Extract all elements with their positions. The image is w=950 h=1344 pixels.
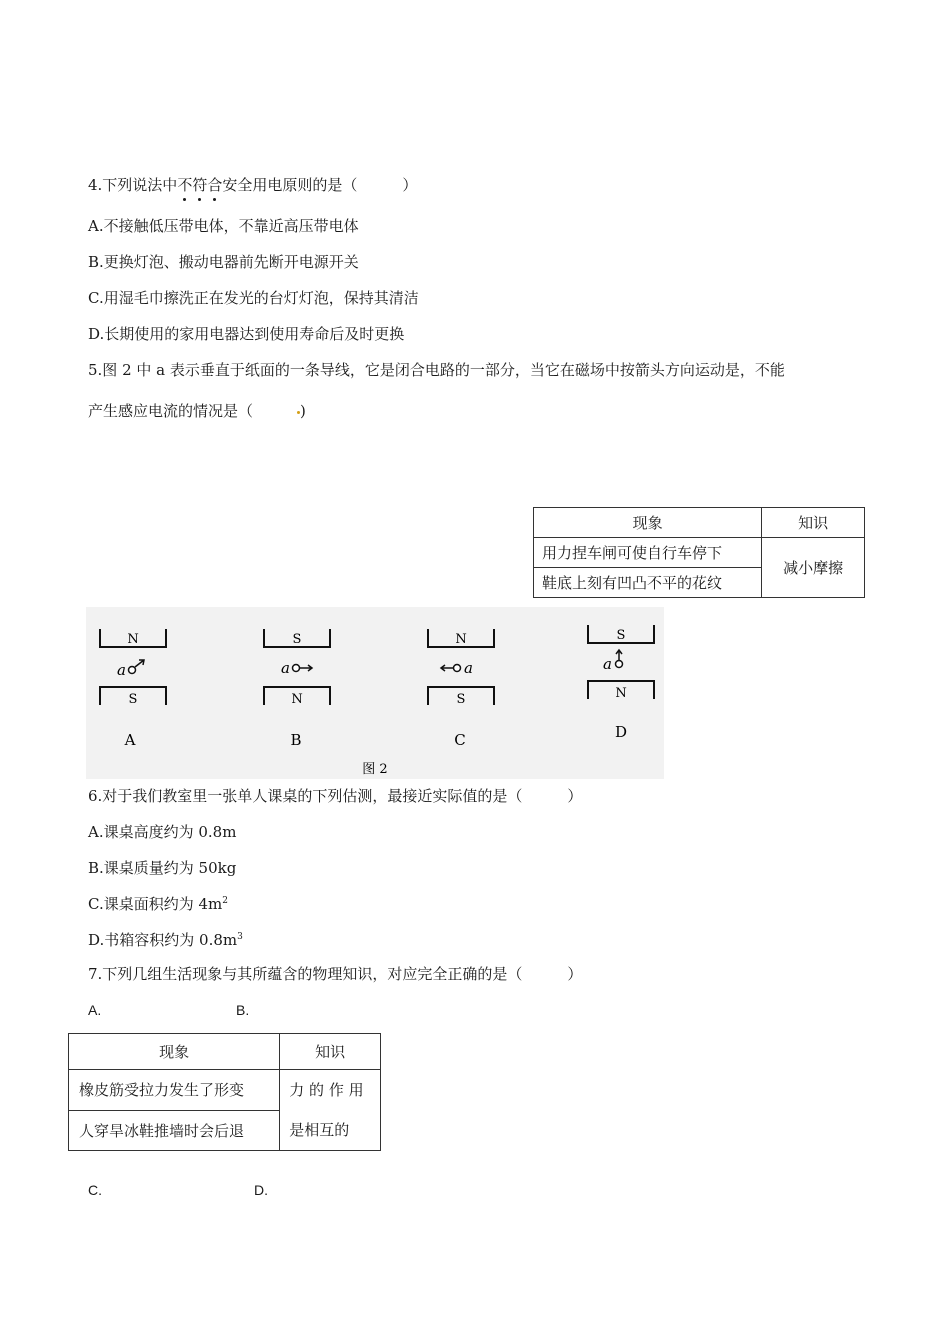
- q5-stem-line1: 5.图 2 中 a 表示垂直于纸面的一条导线，它是闭合电路的一部分，当它在磁场中按箭头方向运动是，不能: [88, 361, 785, 379]
- q7-label-d: D.: [254, 1182, 268, 1198]
- q5-stem-line2-b: ): [300, 402, 306, 420]
- panel-a-bottom-pole: S: [128, 692, 138, 707]
- figure-2-caption: 图 2: [362, 762, 388, 777]
- q6-option-b: B.课桌质量约为 50kg: [88, 859, 237, 877]
- q4-stem-before: 4.下列说法中: [88, 176, 178, 194]
- table-a-knowledge: [280, 1070, 381, 1151]
- q4-option-a: A.不接触低压带电体，不靠近高压带电体: [88, 217, 359, 235]
- panel-c-wire-icon: [454, 665, 461, 672]
- panel-a-wire-icon: [129, 667, 136, 674]
- panel-b-top-pole: S: [292, 632, 302, 647]
- figure-2-svg: [86, 607, 664, 779]
- table-top-row-2: 鞋底上刻有凹凸不平的花纹: [534, 568, 762, 598]
- q6-option-c: [88, 894, 228, 914]
- q4-option-c: C.用湿毛巾擦洗正在发光的台灯灯泡，保持其清洁: [88, 289, 419, 307]
- knowledge-table-top: [533, 507, 865, 598]
- panel-c-wire-label: a: [464, 659, 473, 677]
- table-top-header-knowledge: 知识: [762, 508, 865, 538]
- panel-d-arrow-icon: [616, 650, 622, 660]
- table-a-knowledge-line2: 是相互的: [289, 1121, 350, 1139]
- q7-label-b: B.: [236, 1002, 250, 1018]
- table-a-header-phenomenon: 现象: [69, 1034, 280, 1070]
- q6-option-d: [88, 930, 243, 950]
- table-top-header-phenomenon: 现象: [534, 508, 762, 538]
- q4-option-b: B.更换灯泡、搬动电器前先断开电源开关: [88, 253, 359, 271]
- panel-a-top-pole: N: [127, 632, 139, 647]
- knowledge-table-a: [68, 1033, 381, 1151]
- table-top-knowledge: 减小摩擦: [762, 538, 865, 598]
- panel-d-wire-icon: [616, 661, 623, 668]
- panel-b-wire-label: a: [281, 659, 290, 677]
- q4-emph-3: 合: [207, 176, 223, 194]
- table-a-row-1: 橡皮筋受拉力发生了形变: [69, 1070, 280, 1111]
- q7-stem: 7.下列几组生活现象与其所蕴含的物理知识，对应完全正确的是（ ）: [88, 965, 583, 983]
- panel-c-label: C: [454, 731, 466, 749]
- q6-option-c-text: C.课桌面积约为 4m: [88, 895, 223, 913]
- q4-stem: [88, 175, 417, 195]
- q4-emph-2: 符: [192, 176, 208, 194]
- panel-a-arrow-icon: [135, 660, 144, 667]
- q6-stem: 6.对于我们教室里一张单人课桌的下列估测，最接近实际值的是（ ）: [88, 787, 583, 805]
- panel-b-label: B: [290, 731, 302, 749]
- panel-c-top-pole: N: [455, 632, 467, 647]
- table-top-row-1: 用力捏车闸可使自行车停下: [534, 538, 762, 568]
- q4-stem-after: 安全用电原则的是（ ）: [222, 176, 418, 194]
- q5-stem-line2-a: 产生感应电流的情况是（: [88, 402, 254, 420]
- panel-b-wire-icon: [293, 665, 300, 672]
- q7-label-c: C.: [88, 1182, 102, 1198]
- panel-c-arrow-icon: [441, 665, 453, 671]
- table-a-knowledge-line1: 力 的 作 用: [289, 1081, 364, 1099]
- table-a-row-2: 人穿旱冰鞋推墙时会后退: [69, 1110, 280, 1151]
- table-a-header-knowledge: 知识: [280, 1034, 381, 1070]
- q6-option-c-sup: 2: [222, 896, 228, 906]
- q6-option-a: A.课桌高度约为 0.8m: [88, 823, 237, 841]
- panel-d-wire-label: a: [603, 655, 612, 673]
- panel-a-wire-label: a: [117, 661, 126, 679]
- panel-b-arrow-icon: [300, 665, 312, 671]
- q6-option-d-text: D.书箱容积约为 0.8m: [88, 931, 238, 949]
- figure-2: [86, 607, 664, 779]
- q6-option-d-sup: 3: [237, 932, 243, 942]
- q5-stem-line2: [88, 401, 306, 421]
- panel-b-bottom-pole: N: [291, 692, 303, 707]
- panel-a-label: A: [124, 731, 136, 749]
- panel-c-bottom-pole: S: [456, 692, 466, 707]
- panel-d-bottom-pole: N: [615, 686, 627, 701]
- panel-d-top-pole: S: [616, 628, 626, 643]
- q4-option-d: D.长期使用的家用电器达到使用寿命后及时更换: [88, 325, 405, 343]
- q7-label-a: A.: [88, 1002, 102, 1018]
- q4-emph-1: 不: [177, 176, 193, 194]
- panel-d-label: D: [614, 723, 628, 741]
